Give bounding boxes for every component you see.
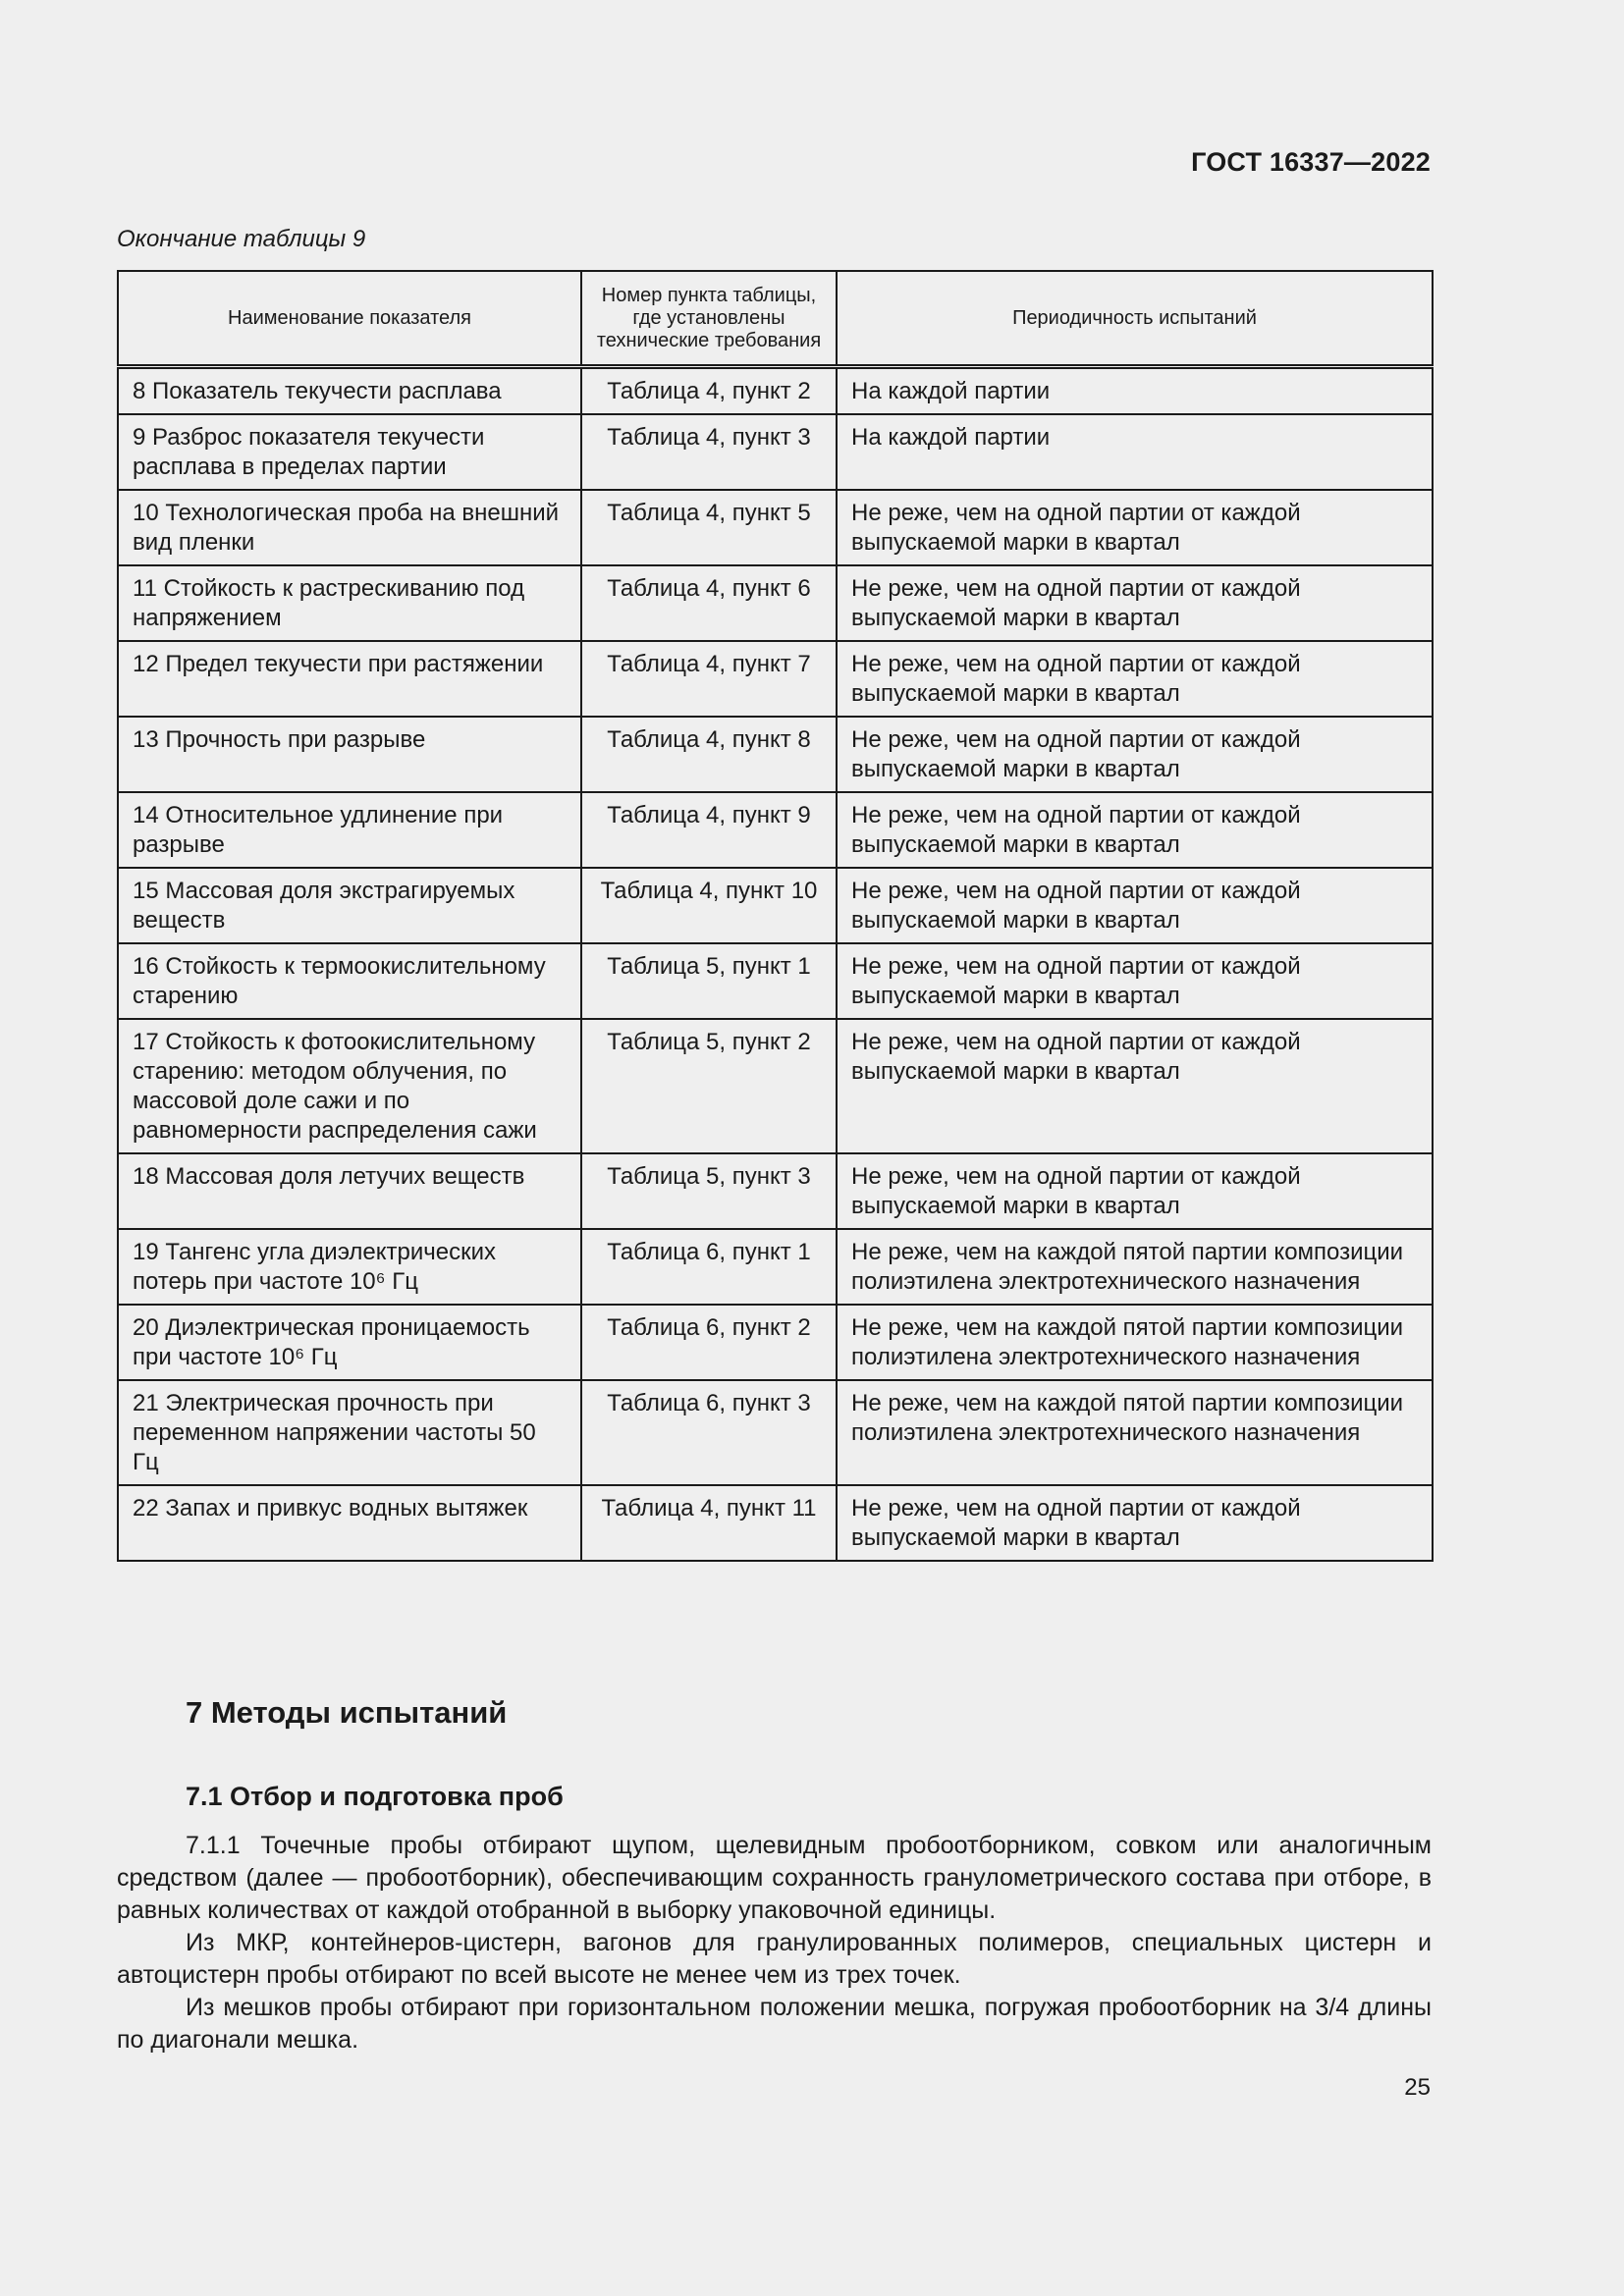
cell-period: Не реже, чем на одной партии от каждой выпускаемой марки в квартал (837, 565, 1433, 641)
table-row (118, 1380, 1433, 1485)
cell-name: 15 Массовая доля экстрагируемых веществ (118, 868, 581, 943)
table-row (118, 943, 1433, 1019)
table-row (118, 641, 1433, 717)
table-body (118, 367, 1433, 1562)
cell-ref: Таблица 4, пункт 7 (581, 641, 837, 717)
column-header-name: Наименование показателя (118, 271, 581, 367)
cell-name: 16 Стойкость к термоокислительному старению (118, 943, 581, 1019)
table-row (118, 792, 1433, 868)
table-row (118, 717, 1433, 792)
page-number: 25 (1404, 2074, 1431, 2101)
cell-name: 8 Показатель текучести расплава (118, 367, 581, 415)
table-row (118, 490, 1433, 565)
cell-name: 10 Технологическая проба на внешний вид пленки (118, 490, 581, 565)
cell-period: На каждой партии (837, 414, 1433, 490)
cell-period: Не реже, чем на одной партии от каждой выпускаемой марки в квартал (837, 641, 1433, 717)
table-row (118, 367, 1433, 415)
cell-name: 20 Диэлектрическая проницаемость при частоте 10⁶ Гц (118, 1305, 581, 1380)
test-periodicity-table (117, 270, 1434, 1562)
cell-name: 14 Относительное удлинение при разрыве (118, 792, 581, 868)
cell-ref: Таблица 6, пункт 2 (581, 1305, 837, 1380)
cell-name: 13 Прочность при разрыве (118, 717, 581, 792)
table-caption: Окончание таблицы 9 (117, 226, 366, 252)
cell-ref: Таблица 4, пункт 8 (581, 717, 837, 792)
cell-period: Не реже, чем на одной партии от каждой выпускаемой марки в квартал (837, 1153, 1433, 1229)
document-code: ГОСТ 16337—2022 (1191, 147, 1431, 177)
cell-ref: Таблица 4, пункт 2 (581, 367, 837, 415)
cell-name: 19 Тангенс угла диэлектрических потерь при частоте 10⁶ Гц (118, 1229, 581, 1305)
paragraph: 7.1.1 Точечные пробы отбирают щупом, щелевидным пробоотборником, совком или аналогичным средством (далее — пробоотборник), обеспечивающим сохранность гранулометрического состава при отборе, в равных количествах от каждой отобранной в выборку упаковочной единицы. (117, 1832, 1432, 1924)
table-row (118, 1485, 1433, 1561)
cell-period: Не реже, чем на одной партии от каждой выпускаемой марки в квартал (837, 1485, 1433, 1561)
cell-ref: Таблица 4, пункт 5 (581, 490, 837, 565)
cell-period: Не реже, чем на одной партии от каждой выпускаемой марки в квартал (837, 1019, 1433, 1153)
table-row (118, 1153, 1433, 1229)
cell-name: 21 Электрическая прочность при переменном напряжении частоты 50 Гц (118, 1380, 581, 1485)
cell-name: 22 Запах и привкус водных вытяжек (118, 1485, 581, 1561)
paragraph: Из мешков пробы отбирают при горизонтальном положении мешка, погружая пробоотборник на 3/4 длины по диагонали мешка. (117, 1994, 1432, 2054)
column-header-ref: Номер пункта таблицы, где установлены технические требования (581, 271, 837, 367)
cell-ref: Таблица 5, пункт 1 (581, 943, 837, 1019)
cell-ref: Таблица 5, пункт 3 (581, 1153, 837, 1229)
cell-period: Не реже, чем на одной партии от каждой выпускаемой марки в квартал (837, 717, 1433, 792)
cell-period: На каждой партии (837, 367, 1433, 415)
cell-name: 9 Разброс показателя текучести расплава в пределах партии (118, 414, 581, 490)
cell-ref: Таблица 5, пункт 2 (581, 1019, 837, 1153)
cell-name: 12 Предел текучести при растяжении (118, 641, 581, 717)
table-row (118, 414, 1433, 490)
table-row (118, 1305, 1433, 1380)
cell-period: Не реже, чем на каждой пятой партии композиции полиэтилена электротехнического назначения (837, 1305, 1433, 1380)
cell-name: 18 Массовая доля летучих веществ (118, 1153, 581, 1229)
cell-period: Не реже, чем на одной партии от каждой выпускаемой марки в квартал (837, 868, 1433, 943)
paragraph: Из МКР, контейнеров-цистерн, вагонов для гранулированных полимеров, специальных цистерн и автоцистерн пробы отбирают по всей высоте не менее чем из трех точек. (117, 1929, 1432, 1989)
cell-ref: Таблица 6, пункт 3 (581, 1380, 837, 1485)
cell-name: 17 Стойкость к фотоокислительному старению: методом облучения, по массовой доле сажи и по равномерности распределения сажи (118, 1019, 581, 1153)
cell-ref: Таблица 4, пункт 3 (581, 414, 837, 490)
cell-period: Не реже, чем на одной партии от каждой выпускаемой марки в квартал (837, 490, 1433, 565)
subsection-title: 7.1 Отбор и подготовка проб (186, 1782, 564, 1811)
cell-period: Не реже, чем на каждой пятой партии композиции полиэтилена электротехнического назначения (837, 1229, 1433, 1305)
cell-ref: Таблица 4, пункт 10 (581, 868, 837, 943)
cell-period: Не реже, чем на каждой пятой партии композиции полиэтилена электротехнического назначения (837, 1380, 1433, 1485)
table-header-row (118, 271, 1433, 367)
table-row (118, 565, 1433, 641)
cell-name: 11 Стойкость к растрескиванию под напряжением (118, 565, 581, 641)
cell-period: Не реже, чем на одной партии от каждой выпускаемой марки в квартал (837, 792, 1433, 868)
cell-ref: Таблица 4, пункт 6 (581, 565, 837, 641)
cell-ref: Таблица 4, пункт 11 (581, 1485, 837, 1561)
cell-ref: Таблица 6, пункт 1 (581, 1229, 837, 1305)
table-row (118, 1229, 1433, 1305)
section-body (117, 1830, 1432, 2056)
column-header-period: Периодичность испытаний (837, 271, 1433, 367)
table-row (118, 868, 1433, 943)
section-title: 7 Методы испытаний (186, 1695, 508, 1730)
cell-period: Не реже, чем на одной партии от каждой выпускаемой марки в квартал (837, 943, 1433, 1019)
cell-ref: Таблица 4, пункт 9 (581, 792, 837, 868)
table-row (118, 1019, 1433, 1153)
